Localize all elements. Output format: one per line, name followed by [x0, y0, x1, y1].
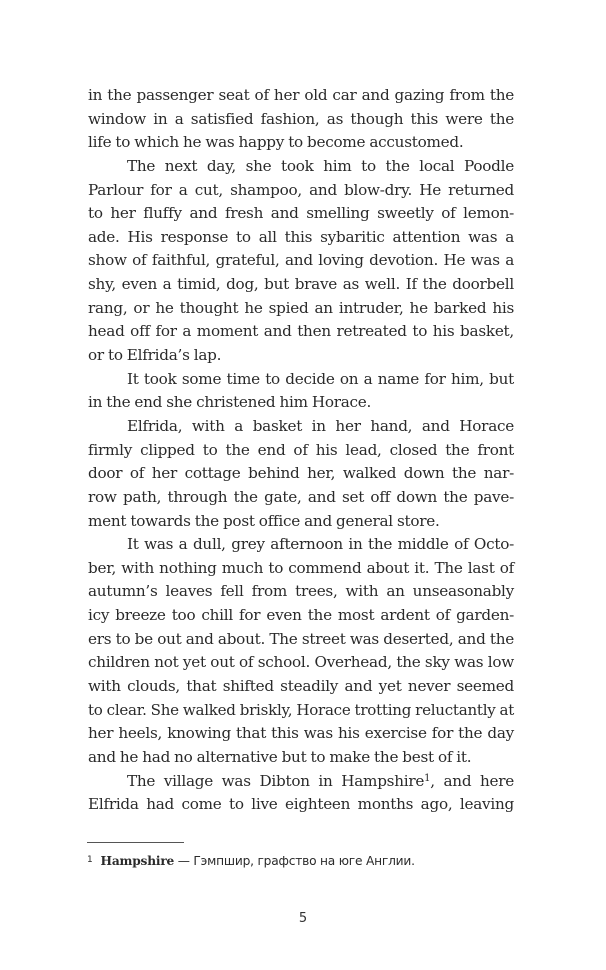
text-line: to clear. She walked briskly, Horace trotting reluctantly at [88, 700, 515, 719]
body-text [88, 84, 514, 817]
text-line: with clouds, that shifted steadily and yet never seemed [88, 677, 514, 696]
text-line: The next day, she took him to the local Poodle [127, 156, 514, 175]
text-line: life to which he was happy to become accustomed. [88, 133, 464, 152]
text-line: children not yet out of school. Overhead, the sky was low [88, 653, 514, 672]
footnote [87, 851, 517, 870]
text-line: icy breeze too chill for even the most ardent of garden- [88, 606, 514, 625]
text-line: Parlour for a cut, shampoo, and blow-dry. He returned [88, 180, 514, 199]
text-line: It took some time to decide on a name for him, but [127, 369, 514, 388]
footnote-term: Hampshire [100, 854, 175, 868]
text-line: her heels, knowing that this was his exercise for the day [88, 724, 514, 743]
text-line: show of faithful, grateful, and loving devotion. He was a [88, 251, 514, 270]
text-line: to her fluffy and fresh and smelling sweetly of lemon- [88, 204, 514, 223]
text-line: It was a dull, grey afternoon in the middle of Octo- [127, 535, 514, 554]
text-line: in the end she christened him Horace. [88, 393, 372, 412]
footnote-text: — Гэмпшир, графство на юге Англии. [174, 854, 415, 868]
text-line: or to Elfrida’s lap. [88, 346, 222, 365]
page-number: 5 [298, 911, 308, 926]
text-line: rang, or he thought he spied an intruder, he barked his [88, 298, 514, 317]
text-line: shy, even a timid, dog, but brave as well. If the doorbell [88, 275, 514, 294]
text-line: window in a satisfied fashion, as though this were the [88, 109, 514, 128]
text-line: firmly clipped to the end of his lead, closed the front [88, 440, 514, 459]
text-line: and he had no alternative but to make the best of it. [88, 747, 472, 766]
text-line: in the passenger seat of her old car and gazing from the [88, 86, 514, 104]
text-line: head off for a moment and then retreated to his basket, [88, 322, 514, 341]
text-line: autumn’s leaves fell from trees, with an unseasonably [88, 582, 514, 601]
footnote-separator [87, 842, 184, 843]
text-line: Elfrida, with a basket in her hand, and Horace [127, 416, 514, 435]
text-line: door of her cottage behind her, walked down the nar- [88, 464, 514, 483]
text-line: ber, with nothing much to commend about it. The last of [88, 558, 514, 577]
text-line: row path, through the gate, and set off down the pave- [88, 487, 514, 506]
text-line: ers to be out and about. The street was deserted, and the [88, 629, 514, 648]
text-line [88, 770, 514, 794]
text-line-main: The village was Dibton in Hampshire [127, 771, 425, 790]
text-line-after: , and here [430, 771, 514, 790]
footnote-reference[interactable]: 1 [424, 772, 431, 784]
footnote-number: 1 [87, 855, 93, 865]
text-line: Elfrida had come to live eighteen months ago, leaving [88, 795, 514, 814]
text-line: ment towards the post office and general store. [88, 511, 440, 530]
text-line: ade. His response to all this sybaritic attention was a [88, 227, 514, 246]
